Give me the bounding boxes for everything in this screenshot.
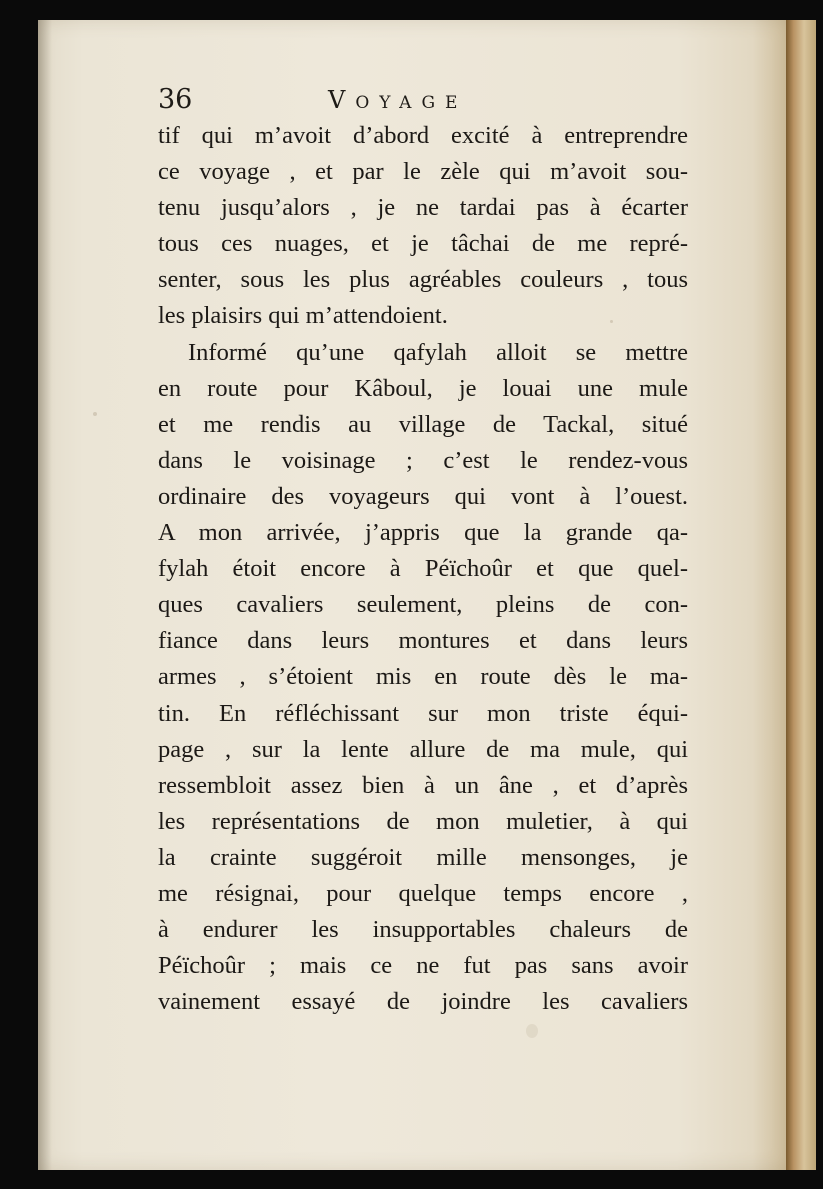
body-text [158,118,688,1020]
paper-stain [526,1024,538,1038]
text-line: Informé qu’une qafylah alloit se mettre [188,338,688,366]
page-number: 36 [158,84,193,115]
adjacent-page-edge [786,20,816,1170]
text-line: en route pour Kâboul, je louai une mule [158,374,688,402]
text-line: ce voyage , et par le zèle qui m’avoit sou- [158,158,688,186]
text-line: la crainte suggéroit mille mensonges, je [158,843,688,871]
text-line: armes , s’étoient mis en route dès le ma- [158,663,688,691]
text-line: page , sur la lente allure de ma mule, qui [158,735,688,763]
text-line: les représentations de mon muletier, à qui [158,807,688,835]
text-line: vainement essayé de joindre les cavaliers [158,988,688,1016]
text-line: à endurer les insupportables chaleurs de [158,916,688,944]
text-line: Péïchoûr ; mais ce ne fut pas sans avoir [158,952,688,980]
text-line: fiance dans leurs montures et dans leurs [158,627,688,655]
text-line: ques cavaliers seulement, pleins de con- [158,591,688,619]
paper-speck [93,412,97,416]
text-line: les plaisirs qui m’attendoient. [158,302,448,330]
text-line: tin. En réfléchissant sur mon triste équi- [158,699,688,727]
text-line: me résignai, pour quelque temps encore , [158,879,688,907]
running-head [158,84,698,116]
text-line: ordinaire des voyageurs qui vont à l’ouest. [158,482,688,510]
text-line: senter, sous les plus agréables couleurs , tous [158,266,688,294]
text-line: tif qui m’avoit d’abord excité à entreprendre [158,122,688,149]
running-title: Voyage [328,86,468,114]
text-line: et me rendis au village de Tackal, situé [158,410,688,438]
text-line: A mon arrivée, j’appris que la grande qa- [158,519,688,547]
text-line: fylah étoit encore à Péïchoûr et que quel- [158,555,688,583]
text-line: ressembloit assez bien à un âne , et d’après [158,771,688,799]
text-line: tous ces nuages, et je tâchai de me repré- [158,230,688,258]
text-line: tenu jusqu’alors , je ne tardai pas à écarter [158,194,688,222]
text-line: dans le voisinage ; c’est le rendez-vous [158,446,688,474]
